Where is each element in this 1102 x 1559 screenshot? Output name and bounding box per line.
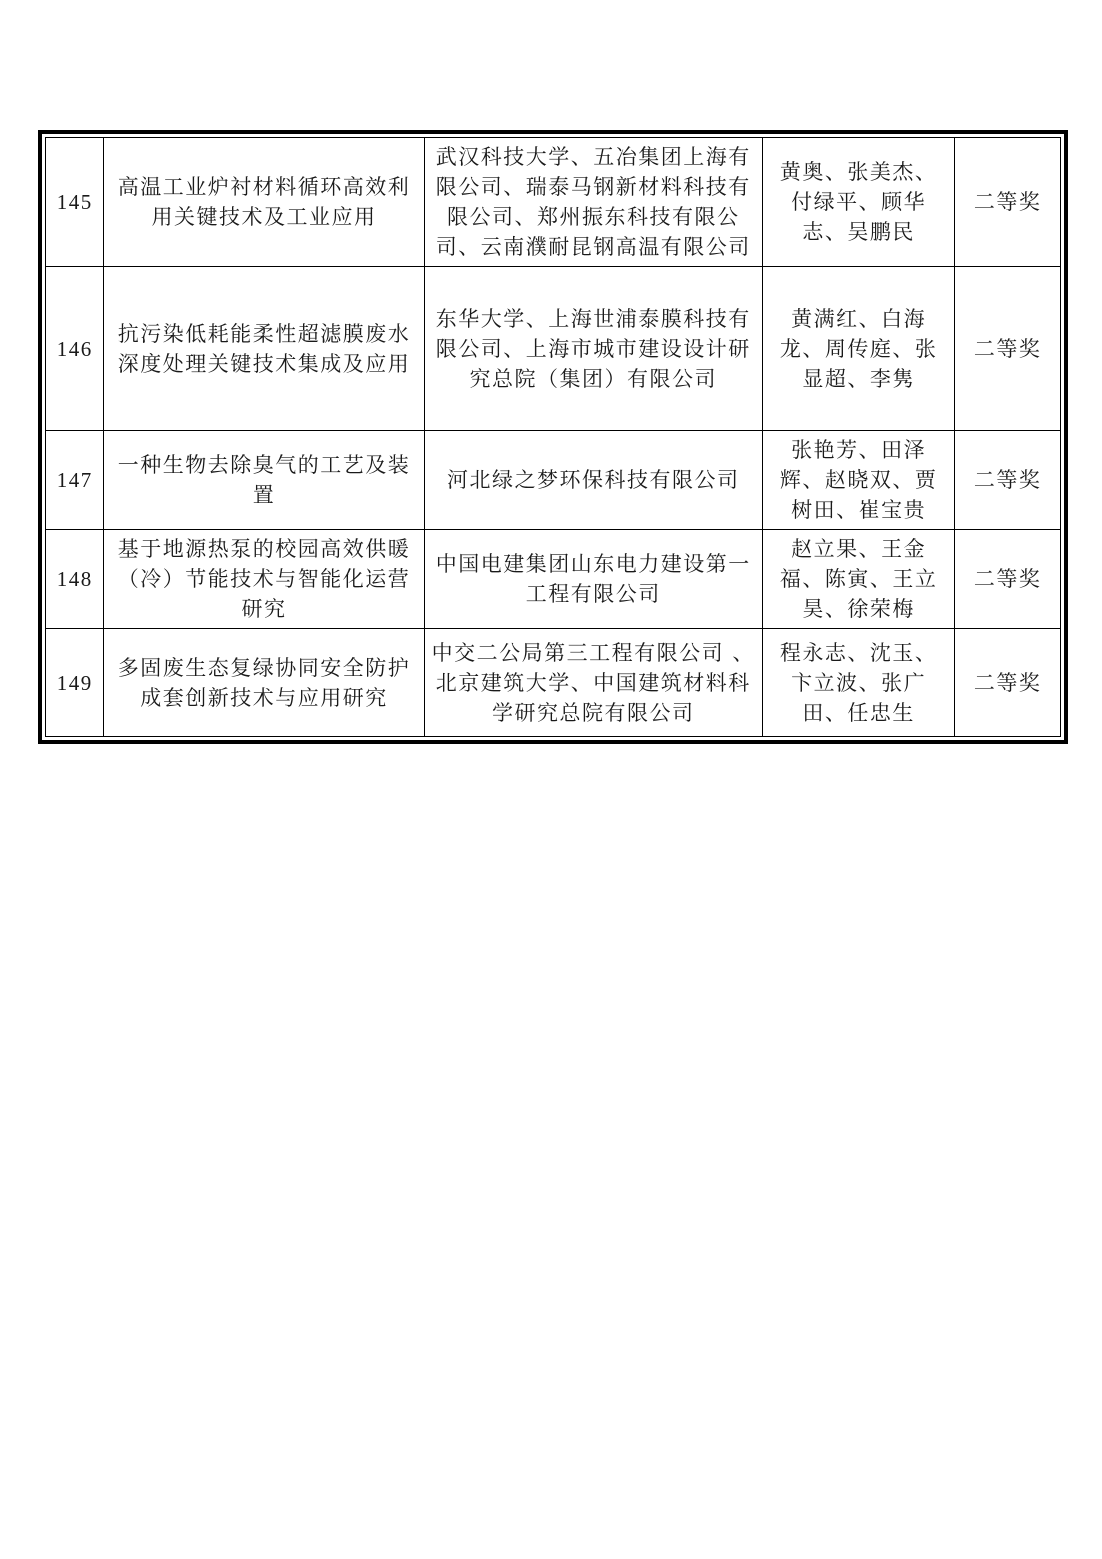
award-cell: 二等奖 [955, 267, 1061, 431]
organizations-cell: 武汉科技大学、五冶集团上海有限公司、瑞泰马钢新材料科技有限公司、郑州振东科技有限公司、云南濮耐昆钢高温有限公司 [424, 138, 762, 267]
award-cell: 二等奖 [955, 629, 1061, 737]
project-title-cell: 高温工业炉衬材料循环高效利用关键技术及工业应用 [104, 138, 424, 267]
organizations-cell: 中交二公局第三工程有限公司 、北京建筑大学、中国建筑材料科学研究总院有限公司 [424, 629, 762, 737]
award-cell: 二等奖 [955, 138, 1061, 267]
contributors-cell: 黄满红、白海龙、周传庭、张显超、李隽 [762, 267, 954, 431]
award-table-frame [38, 130, 1068, 744]
project-title-cell: 多固废生态复绿协同安全防护成套创新技术与应用研究 [104, 629, 424, 737]
row-number-cell: 145 [46, 138, 104, 267]
organizations-cell: 东华大学、上海世浦泰膜科技有限公司、上海市城市建设设计研究总院（集团）有限公司 [424, 267, 762, 431]
organizations-cell: 中国电建集团山东电力建设第一工程有限公司 [424, 530, 762, 629]
contributors-cell: 程永志、沈玉、卞立波、张广田、任忠生 [762, 629, 954, 737]
contributors-cell: 张艳芳、田泽辉、赵晓双、贾树田、崔宝贵 [762, 431, 954, 530]
row-number-cell: 146 [46, 267, 104, 431]
row-number-cell: 148 [46, 530, 104, 629]
contributors-cell: 赵立果、王金福、陈寅、王立昊、徐荣梅 [762, 530, 954, 629]
project-title-cell: 一种生物去除臭气的工艺及装置 [104, 431, 424, 530]
award-table [45, 137, 1061, 737]
row-number-cell: 147 [46, 431, 104, 530]
award-cell: 二等奖 [955, 530, 1061, 629]
table-row [46, 629, 1061, 737]
table-row [46, 138, 1061, 267]
row-number-cell: 149 [46, 629, 104, 737]
project-title-cell: 抗污染低耗能柔性超滤膜废水深度处理关键技术集成及应用 [104, 267, 424, 431]
table-row [46, 431, 1061, 530]
table-row [46, 530, 1061, 629]
table-row [46, 267, 1061, 431]
project-title-cell: 基于地源热泵的校园高效供暖（冷）节能技术与智能化运营研究 [104, 530, 424, 629]
contributors-cell: 黄奥、张美杰、付绿平、顾华志、吴鹏民 [762, 138, 954, 267]
award-cell: 二等奖 [955, 431, 1061, 530]
organizations-cell: 河北绿之梦环保科技有限公司 [424, 431, 762, 530]
